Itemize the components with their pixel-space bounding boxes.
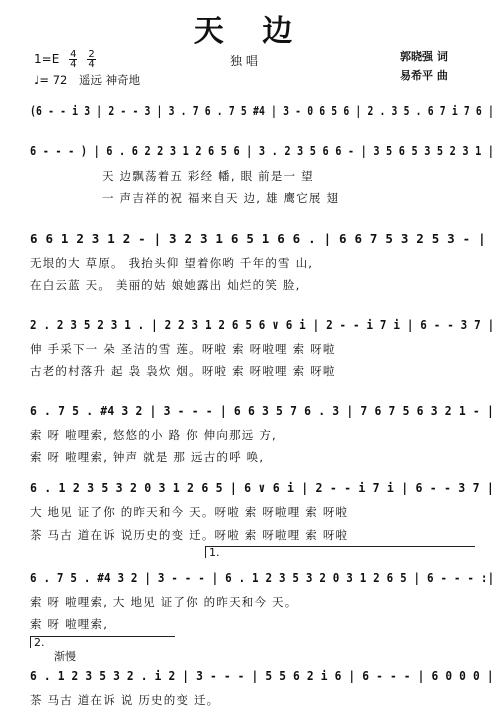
lyricist-credit: 郭晓强 词 xyxy=(400,50,448,63)
volta-1-bracket xyxy=(205,546,475,547)
time-signature-b: $\frac{2}{4}$ xyxy=(88,49,95,70)
score-row-7-notes: 6 . 7 5 . #4 3 2 | 3 - - - | 6 . 1 2 3 5 3 2 0 3 1 2 6 5 | 6 - - - :| xyxy=(30,570,495,585)
time-signature-a: $\frac{4}{4}$ xyxy=(70,49,77,70)
score-row-6-lyrics-2: 茶 马古 道在诉 说历史的变 迁。呀啦 索 呀啦哩 索 呀啦 xyxy=(30,528,349,542)
tempo-marking: ♩= 72 遥远 神奇地 xyxy=(34,73,141,87)
ritardando-marking: 渐慢 xyxy=(54,650,76,663)
score-row-6-lyrics-1: 大 地见 证了你 的昨天和今 天。呀啦 索 呀啦哩 索 呀啦 xyxy=(30,505,349,519)
score-row-4-lyrics-1: 伸 手采下一 朵 圣洁的雪 莲。呀啦 索 呀啦哩 索 呀啦 xyxy=(30,342,336,356)
score-row-3-lyrics-1: 无垠的大 草原。 我抬头仰 望着你哟 千年的雪 山, xyxy=(30,256,314,270)
song-title: 天 边 xyxy=(193,14,307,49)
score-row-4-notes: 2 . 2 3 5 2 3 1 . | 2 2 3 1 2 6 5 6 ∨ 6 i | 2 - - i 7 i | 6 - - 3 7 | xyxy=(30,317,495,332)
score-row-3-lyrics-2: 在白云蓝 天。 美丽的姑 娘她露出 灿烂的笑 脸, xyxy=(30,278,301,292)
score-row-1-notes: (6 - - i 3 | 2 - - 3 | 3 . 7 6 . 7 5 #4 | 3 - 0 6 5 6 | 2 . 3 5 . 6 7 i 7 6 | xyxy=(30,103,495,118)
key-signature: 1=E $\frac{4}{4}$ $\frac{2}{4}$ xyxy=(34,49,95,70)
volta-2-edge xyxy=(30,636,31,648)
score-row-7-lyrics-1: 索 呀 啦哩索, 大 地见 证了你 的昨天和今 天。 xyxy=(30,595,298,609)
composer-credit: 易希平 曲 xyxy=(400,69,448,82)
score-row-6-notes: 6 . 1 2 3 5 3 2 0 3 1 2 6 5 | 6 ∨ 6 i | 2 - - i 7 i | 6 - - 3 7 | xyxy=(30,480,495,495)
score-row-2-notes: 6 - - - ) | 6 . 6 2 2 3 1 2 6 5 6 | 3 . 2 3 5 6 6 - | 3 5 6 5 3 5 2 3 1 | xyxy=(30,143,495,158)
volta-2-bracket xyxy=(30,636,175,637)
score-row-5-lyrics-1: 索 呀 啦哩索, 悠悠的小 路 你 伸向那远 方, xyxy=(30,428,277,442)
score-row-5-notes: 6 . 7 5 . #4 3 2 | 3 - - - | 6 6 3 5 7 6 . 3 | 7 6 7 5 6 3 2 1 - | xyxy=(30,403,495,418)
score-row-8-lyrics-1: 茶 马古 道在诉 说 历史的变 迁。 xyxy=(30,693,220,707)
score-row-7-lyrics-2: 索 呀 啦哩索, xyxy=(30,617,109,631)
score-row-4-lyrics-2: 古老的村落升 起 袅 袅炊 烟。呀啦 索 呀啦哩 索 呀啦 xyxy=(30,364,336,378)
score-row-8-notes: 6 . 1 2 3 5 3 2 . i 2 | 3 - - - | 5 5 6 2 i 6 | 6 - - - | 6 0 0 0 | xyxy=(30,668,494,683)
score-row-5-lyrics-2: 索 呀 啦哩索, 钟声 就是 那 远古的呼 唤, xyxy=(30,450,265,464)
score-row-3-notes: 6 6 1 2 3 1 2 - | 3 2 3 1 6 5 1 6 6 . | 6 6 7 5 3 2 5 3 - | xyxy=(30,231,486,246)
volta-1-edge xyxy=(205,546,206,558)
performance-type: 独 唱 xyxy=(230,54,258,68)
volta-2-label: 2. xyxy=(34,636,45,649)
volta-1-label: 1. xyxy=(209,546,220,559)
score-row-2-lyrics-2: 一 声吉祥的祝 福来自天 边, 雄 鹰它展 翅 xyxy=(102,191,340,205)
score-row-2-lyrics-1: 天 边飘荡着五 彩经 幡, 眼 前是一 望 xyxy=(102,169,314,183)
